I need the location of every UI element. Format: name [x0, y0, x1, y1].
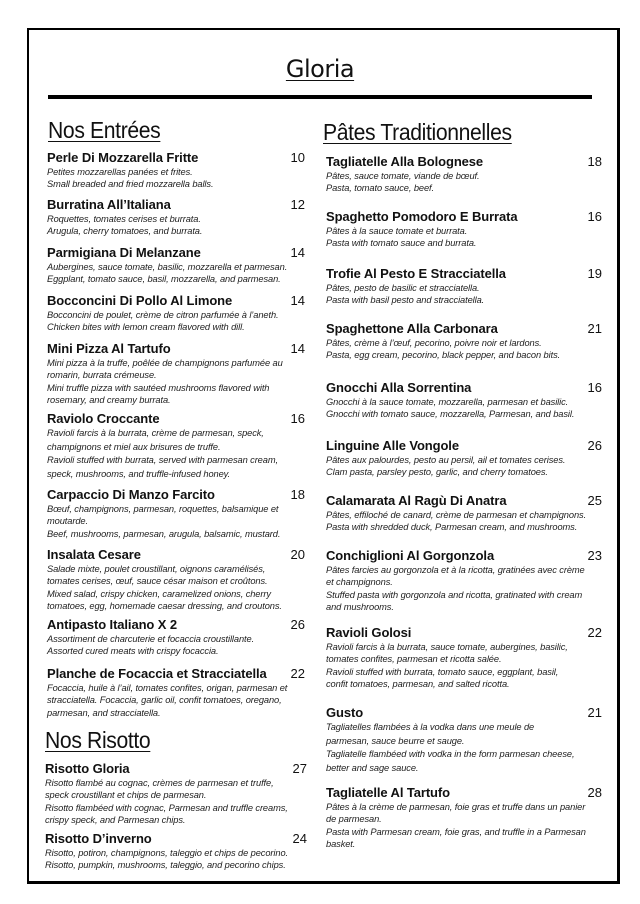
menu-item-header	[47, 547, 305, 563]
menu-item-name: Antipasto Italiano X 2	[47, 617, 177, 632]
menu-item-description	[326, 564, 602, 614]
description-line: Ravioli stuffed with burrata, served with parmesan cream,	[47, 455, 278, 466]
menu-item-header	[47, 245, 305, 261]
description-line: Beef, mushrooms, parmesan, arugula, balsamic, mustard.	[47, 528, 281, 539]
menu-item-name: Planche de Focaccia et Stracciatella	[47, 666, 267, 681]
menu-item-name: Burratina All’Italiana	[47, 197, 171, 212]
description-line: better and sage sauce.	[326, 762, 419, 773]
menu-item-header	[326, 438, 602, 454]
menu-item-description	[47, 166, 305, 191]
menu-item	[45, 761, 307, 827]
menu-item-description	[326, 170, 602, 195]
description-line: Pâtes, pesto de basilic et stracciatella.	[326, 283, 480, 293]
menu-item	[47, 666, 305, 719]
description-line: Risotto flambé au cognac, crèmes de parmesan et truffe,	[45, 778, 274, 788]
description-line: Ravioli farcis à la burrata, crème de parmesan, speck,	[47, 428, 264, 438]
menu-item-price: 14	[290, 245, 305, 260]
menu-item-name: Ravioli Golosi	[326, 625, 412, 640]
menu-item-header	[326, 548, 602, 564]
description-line: Pâtes farcies au gorgonzola et à la ricotta, gratinées avec crème	[326, 565, 585, 575]
menu-item-description	[326, 282, 602, 307]
menu-item-description	[326, 396, 602, 421]
description-line: Assorted cured meats with crispy focaccia.	[47, 646, 219, 657]
menu-item-header	[47, 487, 305, 503]
description-line: Clam pasta, parsley pesto, garlic, and cherry tomatoes.	[326, 467, 548, 478]
menu-item-name: Perle Di Mozzarella Fritte	[47, 150, 199, 165]
menu-item-description	[326, 801, 602, 851]
menu-item-price: 28	[587, 785, 602, 800]
menu-item-description	[47, 682, 305, 719]
description-line: Mini truffle pizza with sautéed mushrooms flavored with	[47, 382, 270, 393]
menu-item-header	[326, 625, 602, 641]
description-line: Gnocchi with tomato sauce, mozzarella, Parmesan, and basil.	[326, 409, 575, 420]
description-line: speck, mushrooms, and truffle-infused honey.	[47, 468, 231, 479]
menu-item	[326, 266, 602, 307]
menu-item	[45, 831, 307, 872]
menu-item-price: 24	[292, 831, 307, 846]
menu-item-price: 20	[290, 547, 305, 562]
menu-item	[326, 625, 602, 691]
menu-item-price: 10	[290, 150, 305, 165]
description-line: crispy speck, and Parmesan chips.	[45, 815, 186, 826]
description-line: Chicken bites with lemon cream flavored with dill.	[47, 322, 245, 333]
menu-item-description	[47, 503, 305, 540]
menu-item-price: 16	[587, 380, 602, 395]
menu-item	[326, 209, 602, 250]
menu-item	[47, 150, 305, 191]
description-line: Risotto flambéed with cognac, Parmesan and truffle creams,	[45, 802, 288, 813]
menu-item-name: Spaghetto Pomodoro E Burrata	[326, 209, 518, 224]
menu-item-description	[47, 563, 305, 613]
menu-item-price: 16	[290, 411, 305, 426]
menu-item-description	[326, 509, 602, 534]
menu-item-header	[326, 154, 602, 170]
description-line: Pasta with shredded duck, Parmesan cream, and mushrooms.	[326, 522, 578, 533]
description-line: Pasta with Parmesan cream, foie gras, and truffle in a Parmesan	[326, 826, 586, 837]
menu-item-price: 22	[587, 625, 602, 640]
description-line: et champignons.	[326, 577, 393, 588]
menu-item-name: Carpaccio Di Manzo Farcito	[47, 487, 215, 502]
menu-item-description	[47, 427, 305, 481]
description-line: Pasta with basil pesto and stracciatella.	[326, 295, 485, 306]
restaurant-title: Gloria	[285, 55, 355, 83]
menu-item-description	[326, 337, 602, 362]
menu-item	[47, 547, 305, 613]
menu-item-price: 14	[290, 293, 305, 308]
description-line: Risotto, pumpkin, mushrooms, taleggio, and pecorino chips.	[45, 860, 286, 871]
description-line: Mixed salad, crispy chicken, caramelized onions, cherry	[47, 588, 271, 599]
menu-item-price: 23	[587, 548, 602, 563]
menu-item-header	[326, 705, 602, 721]
description-line: Roquettes, tomates cerises et burrata.	[47, 214, 201, 224]
menu-item-price: 19	[587, 266, 602, 281]
menu-item	[47, 245, 305, 286]
menu-item	[326, 785, 602, 851]
menu-item	[326, 548, 602, 614]
description-line: Tagliatelle flambéed with vodka in the form parmesan cheese,	[326, 749, 575, 760]
description-line: Risotto, potiron, champignons, taleggio et chips de pecorino.	[45, 848, 289, 858]
description-line: basket.	[326, 839, 356, 850]
description-line: rosemary, and creamy burrata.	[47, 395, 171, 406]
menu-item-name: Gusto	[326, 705, 364, 720]
menu-item-price: 26	[587, 438, 602, 453]
description-line: Ravioli stuffed with burrata, tomato sauce, eggplant, basil,	[326, 666, 559, 677]
description-line: tomatoes, egg, homemade caesar dressing, and croutons.	[47, 601, 282, 612]
description-line: parmesan, and stracciatella.	[47, 707, 161, 718]
menu-item-name: Bocconcini Di Pollo Al Limone	[47, 293, 233, 308]
menu-item-price: 22	[290, 666, 305, 681]
menu-item-header	[47, 411, 305, 427]
menu-item	[326, 321, 602, 362]
menu-item-price: 25	[587, 493, 602, 508]
description-line: Tagliatelles flambées à la vodka dans une meule de	[326, 722, 535, 732]
menu-item-name: Spaghettone Alla Carbonara	[326, 321, 498, 336]
menu-item-price: 18	[290, 487, 305, 502]
menu-item-header	[45, 761, 307, 777]
description-line: Arugula, cherry tomatoes, and burrata.	[47, 226, 203, 237]
menu-item-description	[326, 721, 602, 775]
section-title-risotto: Nos Risotto	[45, 727, 151, 753]
description-line: Aubergines, sauce tomate, basilic, mozzarella et parmesan.	[47, 262, 288, 272]
menu-item-description	[45, 777, 307, 827]
menu-item-name: Tagliatelle Alla Bolognese	[326, 154, 484, 169]
description-line: and mushrooms.	[326, 602, 394, 613]
menu-item-name: Risotto Gloria	[45, 761, 130, 776]
menu-item-header	[326, 321, 602, 337]
menu-item-header	[326, 380, 602, 396]
menu-item-name: Insalata Cesare	[47, 547, 141, 562]
menu-item-name: Gnocchi Alla Sorrentina	[326, 380, 472, 395]
menu-item-header	[326, 266, 602, 282]
description-line: Pâtes, crème à l’œuf, pecorino, poivre noir et lardons.	[326, 338, 542, 348]
description-line: Petites mozzarellas panées et frites.	[47, 167, 193, 177]
menu-item-price: 16	[587, 209, 602, 224]
description-line: confit tomatoes, parmesan, and salted ricotta.	[326, 679, 510, 690]
description-line: Ravioli farcis à la burrata, sauce tomate, aubergines, basilic,	[326, 642, 568, 652]
menu-item-header	[47, 197, 305, 213]
menu-item-name: Raviolo Croccante	[47, 411, 160, 426]
description-line: Pâtes à la crème de parmesan, foie gras et truffe dans un panier	[326, 802, 586, 812]
menu-item	[47, 197, 305, 238]
menu-item-header	[45, 831, 307, 847]
menu-item-header	[47, 293, 305, 309]
menu-item	[326, 438, 602, 479]
description-line: Bocconcini de poulet, crème de citron parfumée à l’aneth.	[47, 310, 279, 320]
description-line: Pasta, egg cream, pecorino, black pepper, and bacon bits.	[326, 350, 561, 361]
menu-item-header	[47, 150, 305, 166]
description-line: Salade mixte, poulet croustillant, oignons caramélisés,	[47, 564, 266, 574]
description-line: parmesan, sauce beurre et sauge.	[326, 735, 465, 746]
section-title-entrees: Nos Entrées	[48, 117, 161, 143]
menu-item-description	[47, 633, 305, 658]
description-line: tomates confites, parmesan et ricotta salée.	[326, 654, 502, 665]
description-line: moutarde.	[47, 516, 88, 527]
menu-item-name: Tagliatelle Al Tartufo	[326, 785, 450, 800]
menu-item-name: Conchiglioni Al Gorgonzola	[326, 548, 495, 563]
description-line: Focaccia, huile à l’ail, tomates confites, origan, parmesan et	[47, 683, 288, 693]
description-line: Mini pizza à la truffe, poêlée de champignons parfumée au	[47, 358, 283, 368]
menu-item-description	[45, 847, 307, 872]
menu-item-header	[47, 617, 305, 633]
description-line: Bœuf, champignons, parmesan, roquettes, balsamique et	[47, 504, 279, 514]
description-line: stracciatella. Focaccia, garlic oil, confit tomatoes, oregano,	[47, 695, 282, 706]
menu-item	[47, 341, 305, 407]
section-title-pates: Pâtes Traditionnelles	[323, 119, 512, 145]
menu-item	[47, 617, 305, 658]
description-line: Eggplant, tomato sauce, basil, mozzarella, and parmesan.	[47, 274, 281, 285]
menu-item	[326, 380, 602, 421]
description-line: Gnocchi à la sauce tomate, mozzarella, parmesan et basilic.	[326, 397, 569, 407]
menu-item-header	[326, 785, 602, 801]
description-line: romarin, burrata crémeuse.	[47, 370, 157, 381]
menu-item	[47, 293, 305, 334]
menu-item-name: Trofie Al Pesto E Stracciatella	[326, 266, 506, 281]
menu-item-header	[47, 341, 305, 357]
menu-item-price: 21	[587, 705, 602, 720]
menu-item-header	[326, 209, 602, 225]
menu-item-description	[326, 641, 602, 691]
menu-item	[326, 154, 602, 195]
menu-item-description	[47, 261, 305, 286]
menu-item-header	[326, 493, 602, 509]
menu-item-price: 21	[587, 321, 602, 336]
description-line: tomates cerises, œuf, sauce césar maison et croûtons.	[47, 576, 268, 587]
menu-item	[326, 705, 602, 775]
menu-item-price: 26	[290, 617, 305, 632]
menu-item-name: Parmigiana Di Melanzane	[47, 245, 201, 260]
menu-item-description	[47, 309, 305, 334]
menu-item-description	[326, 454, 602, 479]
menu-item-price: 12	[290, 197, 305, 212]
description-line: champignons et miel aux brisures de truffe.	[47, 441, 221, 452]
menu-item-name: Calamarata Al Ragù Di Anatra	[326, 493, 507, 508]
description-line: Small breaded and fried mozzarella balls.	[47, 179, 214, 190]
menu-item-name: Mini Pizza Al Tartufo	[47, 341, 171, 356]
menu-item-header	[47, 666, 305, 682]
description-line: Pâtes, sauce tomate, viande de bœuf.	[326, 171, 480, 181]
menu-item-description	[47, 357, 305, 407]
menu-item	[47, 411, 305, 481]
menu-item-name: Risotto D’inverno	[45, 831, 152, 846]
description-line: Pâtes à la sauce tomate et burrata.	[326, 226, 468, 236]
menu-item	[326, 493, 602, 534]
description-line: speck croustillant et chips de parmesan.	[45, 790, 207, 801]
menu-item-description	[47, 213, 305, 238]
description-line: Pâtes aux palourdes, pesto au persil, ail et tomates cerises.	[326, 455, 566, 465]
description-line: Pâtes, effiloché de canard, crème de parmesan et champignons.	[326, 510, 587, 520]
description-line: Pasta, tomato sauce, beef.	[326, 183, 434, 194]
description-line: Pasta with tomato sauce and burrata.	[326, 238, 477, 249]
menu-item-name: Linguine Alle Vongole	[326, 438, 459, 453]
header-divider	[48, 95, 592, 99]
menu-item-price: 27	[292, 761, 307, 776]
menu-item-price: 14	[290, 341, 305, 356]
menu-item-description	[326, 225, 602, 250]
description-line: Assortiment de charcuterie et focaccia croustillante.	[47, 634, 255, 644]
menu-item-price: 18	[587, 154, 602, 169]
description-line: Stuffed pasta with gorgonzola and ricotta, gratinated with cream	[326, 589, 583, 600]
description-line: de parmesan.	[326, 814, 382, 825]
menu-item	[47, 487, 305, 540]
